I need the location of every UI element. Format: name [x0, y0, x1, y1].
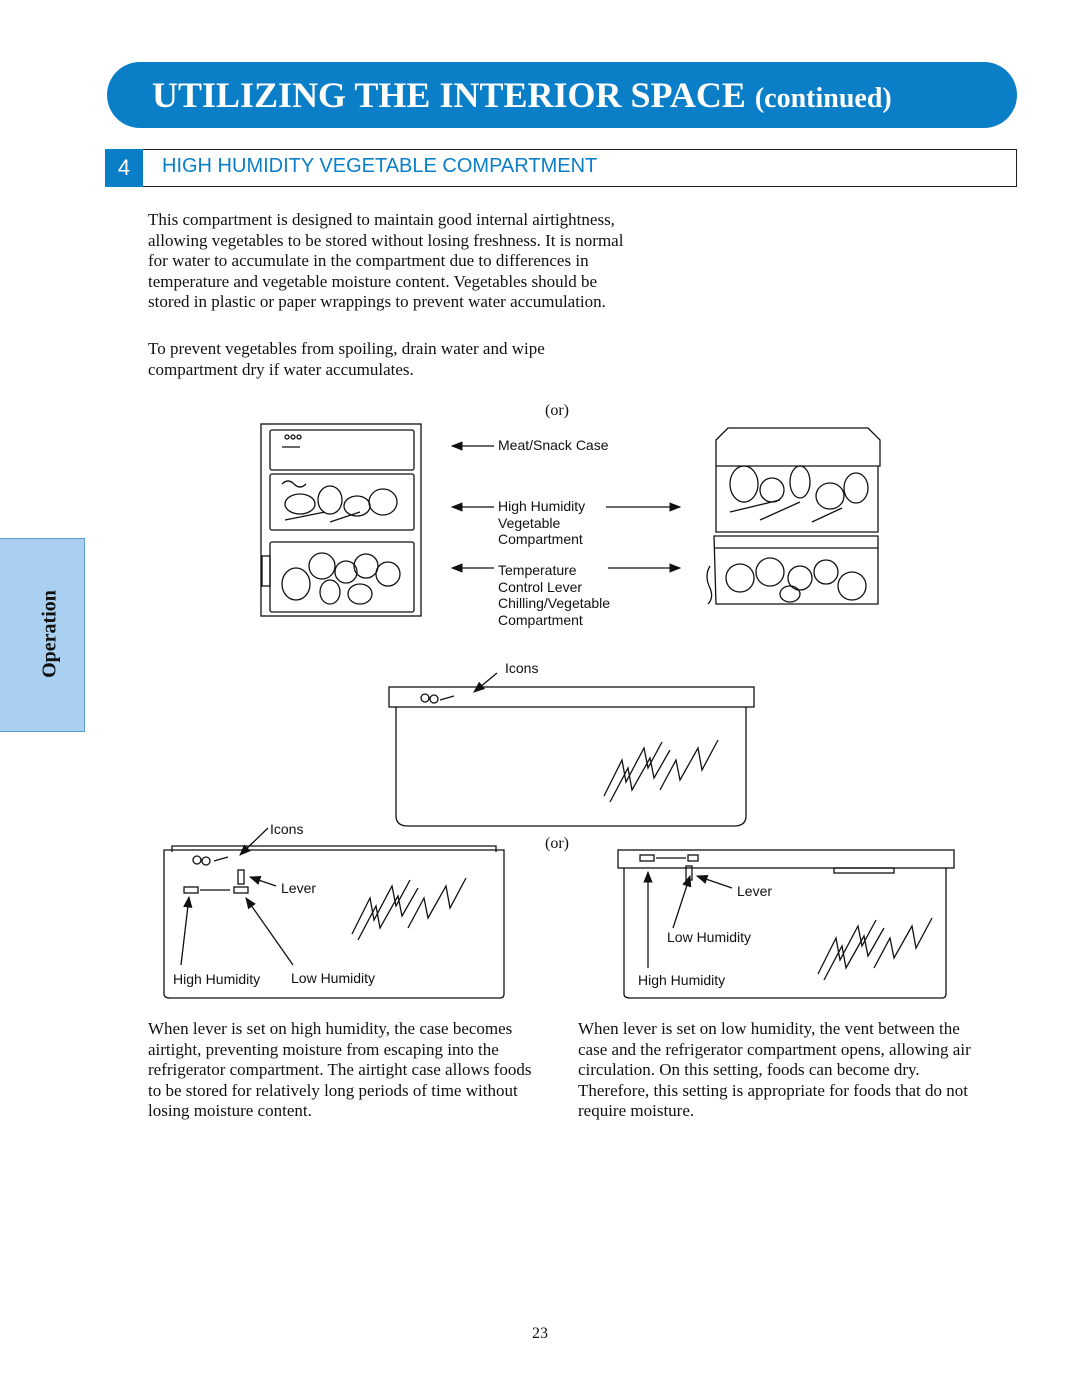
large-case-illustration: [389, 687, 754, 826]
label-icons-large-case: Icons: [505, 660, 539, 676]
intro-paragraph: This compartment is designed to maintain good internal airtightness, allowing vegetables to be stored without losing freshness. It is normal for water to accumulate in the compartment due to differences in temperature and vegetable moisture content. Vegetables should be stored in plastic or paper wrappings to prevent water accumulation.: [148, 210, 624, 311]
label-low-humidity-right: Low Humidity: [667, 929, 752, 945]
section-number: 4: [105, 149, 143, 187]
drain-paragraph: To prevent vegetables from spoiling, drain water and wipe compartment dry if water accumulates.: [148, 339, 545, 379]
side-tab-label: Operation: [38, 590, 61, 678]
page-title-suffix: (continued): [754, 83, 892, 114]
drawer-isometric-illustration: [707, 428, 880, 604]
low-humidity-paragraph: When lever is set on low humidity, the vent between the case and the refrigerator compartment opens, allowing air circulation. On this setting, foods can become dry. Therefore, this setting is appropriate for foods that do not require moisture.: [578, 1019, 971, 1120]
label-lever-right: Lever: [737, 883, 773, 899]
label-high-humidity-left: High Humidity: [173, 971, 261, 987]
or-label-bottom: (or): [545, 835, 569, 852]
label-high-humidity-compartment: High Humidity Vegetable Compartment: [498, 498, 586, 547]
section-title: HIGH HUMIDITY VEGETABLE COMPARTMENT: [162, 155, 598, 177]
fridge-front-illustration: [261, 424, 421, 616]
label-meat-snack-case: Meat/Snack Case: [498, 437, 609, 453]
label-low-humidity-left: Low Humidity: [291, 970, 376, 986]
page-title: UTILIZING THE INTERIOR SPACE (continued): [152, 75, 892, 115]
label-lever-left: Lever: [281, 880, 317, 896]
label-high-humidity-right: High Humidity: [638, 972, 726, 988]
label-icons-left-case: Icons: [270, 821, 304, 837]
high-humidity-paragraph: When lever is set on high humidity, the case becomes airtight, preventing moisture from escaping into the refrigerator compartment. The airtight case allows foods to be stored for relatively long periods of time without losing moisture content.: [148, 1019, 532, 1120]
page-number: 23: [532, 1325, 548, 1342]
label-temperature-control: Temperature Control Lever Chilling/Vegetable Compartment: [498, 562, 611, 628]
or-label-top: (or): [545, 402, 569, 419]
